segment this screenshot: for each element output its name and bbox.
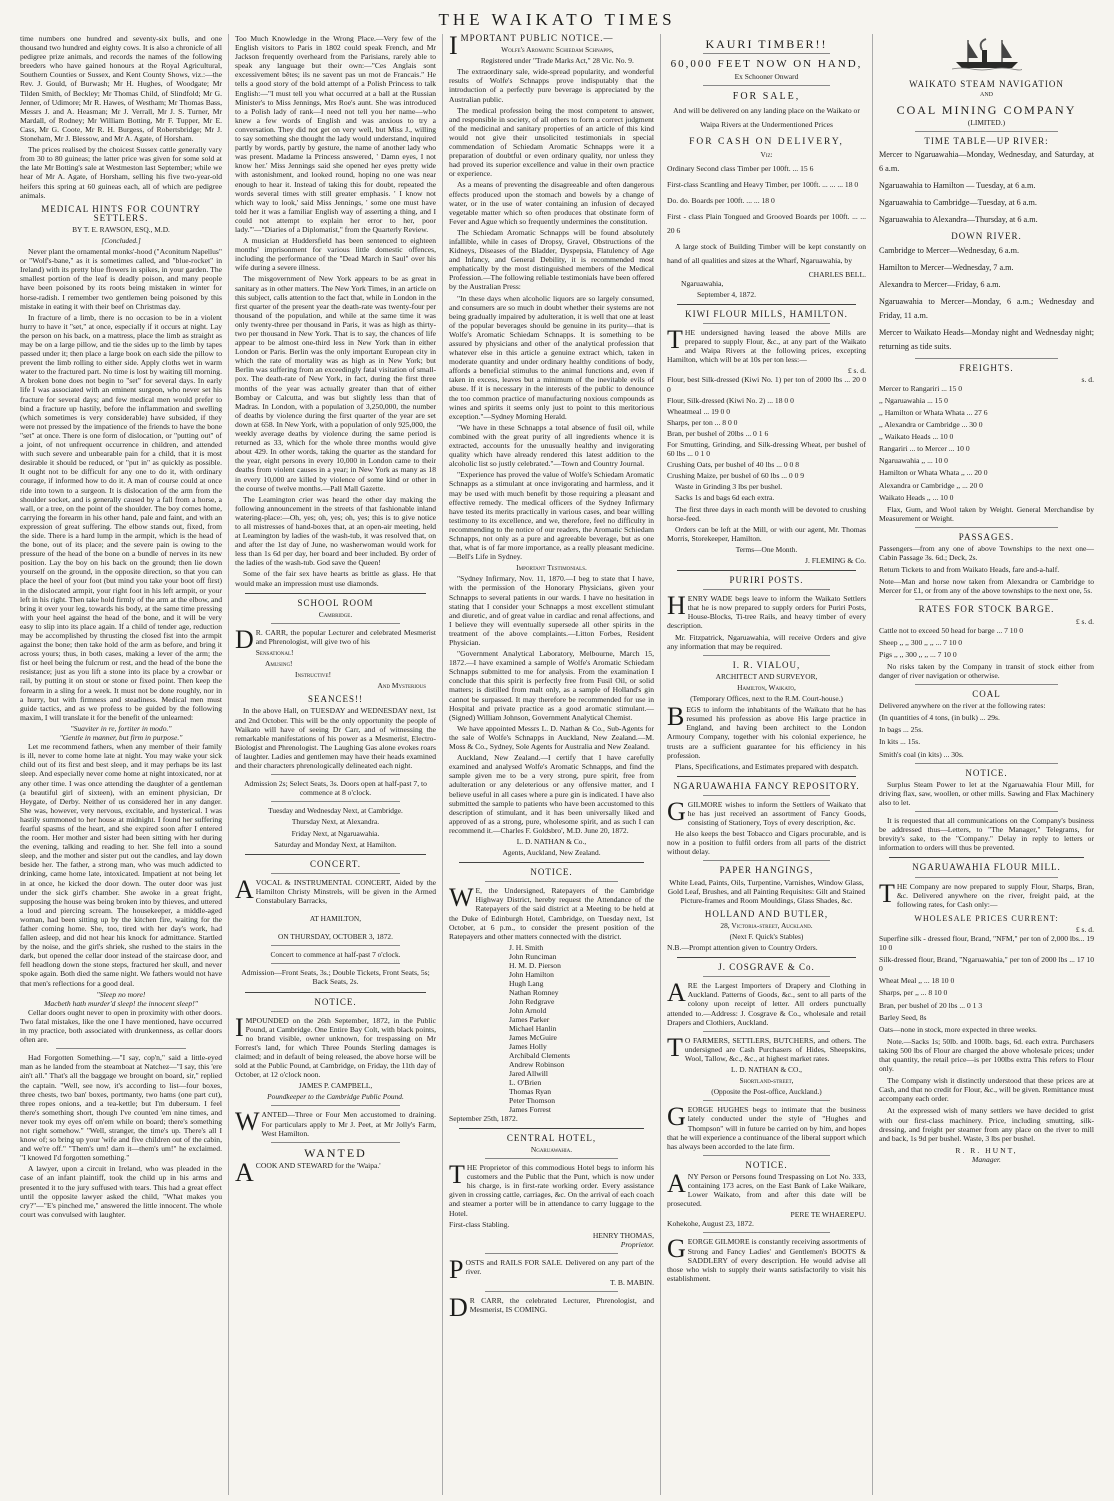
coal-heading: COAL bbox=[972, 689, 1001, 700]
divider bbox=[459, 1128, 644, 1129]
divider bbox=[485, 1291, 618, 1292]
timber-price: Do. do. Boards per 100ft. ... ... 18 0 bbox=[667, 195, 775, 205]
passages-heading: PASSAGES. bbox=[958, 531, 1015, 542]
stock-rate: Pigs ,, ,, 300 ,, ,, ... 7 10 0 bbox=[879, 649, 957, 659]
vialou-name: I. R. VIALOU, bbox=[732, 659, 801, 670]
concert-time: Concert to commence at half-past 7 o'clock. bbox=[270, 950, 401, 960]
steamship-icon bbox=[952, 36, 1022, 72]
mill-price: Barley Seed, 8s bbox=[879, 1012, 927, 1022]
up-river-line: Ngaruawahia to Alexandra—Thursday, at 6 a.m. bbox=[879, 215, 1038, 225]
divider bbox=[245, 593, 426, 594]
down-river-line: Ngaruawahia to Mercer—Monday, 6 a.m.; Wednesday and Friday, 11 a.m. bbox=[879, 296, 1094, 320]
divider bbox=[703, 795, 830, 796]
campbell-signature: JAMES P. CAMPBELL, bbox=[298, 1081, 373, 1091]
schnapps-paragraph: Auckland, New Zealand.—I certify that I have carefully examined and analysed Wolfe's Aromatic Schnapps, and find the sample given me to be a very strong, pure spirit, free from adulteration or any deleterious or any offensive matter, and I believe useful in all cases where a pure gin is indicated. I have also submitted the sample to patients who have been accustomed to this description of stimulant, and it has been universally liked and approved of as a strong, pure, wholesome spirit, and as such I can recommend it.—Charles F. Goldsbro', M.D. June 20, 1872. bbox=[449, 753, 654, 835]
freight-rate: Mercer to Rangariri ... 15 0 bbox=[879, 383, 963, 393]
divider bbox=[915, 877, 1058, 878]
ratepayer-name: James Forrest bbox=[509, 1104, 551, 1114]
ratepayer-name: John Runciman bbox=[509, 951, 557, 961]
freight-rate: Alexandra or Cambridge ,, ... 20 0 bbox=[879, 480, 983, 490]
concert-admission: Admission—Front Seats, 3s.; Double Tickets, Front Seats, 5s; Back Seats, 2s. bbox=[241, 968, 430, 987]
ratepayer-name: Jared Allwill bbox=[509, 1068, 549, 1078]
drop-cap: T bbox=[667, 1032, 683, 1062]
cosgrave-heading: J. COSGRAVE & Co. bbox=[718, 962, 815, 973]
mabin-signature: T. B. MABIN. bbox=[610, 1278, 654, 1288]
vialou-plans: Plans, Specifications, and Estimates prepared with despatch. bbox=[675, 761, 859, 771]
company-name-1: WAIKATO STEAM NAVIGATION bbox=[909, 79, 1064, 89]
nathan-street: Shortland-street, bbox=[739, 1076, 794, 1086]
puriri-fitzpatrick: Mr. Fitzpatrick, Ngaruawahia, will receive Orders and give any information that may be required. bbox=[667, 632, 866, 651]
schnapps-paragraph: "We have in these Schnapps a total absence of fusil oil, while combined with the great purity of all ingredients whence it is extracted, accounts for the unusually healthy and invigorating quality which have already rendered this latest addition to the alcoholic list so justly celebrated."—Town and Country Journal. bbox=[449, 422, 654, 469]
bell-place: Ngaruawahia, bbox=[681, 278, 724, 288]
concert-date: ON THURSDAY, OCTOBER 3, 1872. bbox=[278, 932, 393, 942]
kauri-deliver: And will be delivered on any landing place on the Waikato or Waipa Rivers at the Undermentioned Prices bbox=[673, 106, 860, 130]
schedule-line: Tuesday and Wednesday Next, at Cambridge. bbox=[268, 806, 403, 816]
schedule-line: Thursday Next, at Alexandra. bbox=[291, 817, 380, 827]
fair-sex-item: Some of the fair sex have hearts as brittle as glass. He that would make an impression must use diamonds. bbox=[235, 569, 436, 588]
mill-price: Oats—none in stock, more expected in three weeks. bbox=[879, 1024, 1037, 1034]
up-river-line: Mercer to Ngaruawahia—Monday, Wednesday, and Saturday, at 6 a.m. bbox=[879, 150, 1094, 174]
divider bbox=[271, 801, 400, 802]
gilmore-body: EORGE GILMORE is constantly receiving assortments of Strong and Fancy Ladies' and Gentlemen's BOOTS & SADDLERY of every description. He would advise all those who wish to supply their wants satisfactorily to visit his establishment. bbox=[667, 1237, 866, 1283]
freight-rate: ,, Ngaruawahia ... 15 0 bbox=[879, 395, 948, 405]
kiwi-unit: £ s. d. bbox=[847, 366, 866, 376]
divider bbox=[703, 655, 830, 656]
stabling: First-class Stabling. bbox=[449, 1219, 510, 1229]
mill-unit: £ s. d. bbox=[1075, 924, 1094, 934]
divider bbox=[271, 1142, 400, 1143]
column-3 bbox=[442, 34, 660, 1495]
drop-cap: G bbox=[667, 1102, 686, 1132]
surplus-steam: Surplus Steam Power to let at the Ngaruawahia Flour Mill, for driving flax, saw, woollen, or other mills. Sawing and Flax Machinery also to let. bbox=[879, 779, 1094, 807]
ratepayer-name: John Redgrave bbox=[509, 996, 555, 1006]
stock-rate: Sheep ,, ,, 300 ,, ,, ... 7 10 0 bbox=[879, 637, 963, 647]
drop-cap: I bbox=[449, 34, 459, 60]
divider bbox=[271, 1011, 400, 1012]
holland-nb: N.B.—Prompt attention given to Country Orders. bbox=[667, 943, 818, 953]
schnapps-trademark: Registered under "Trade Marks Act," 28 Vic. No. 9. bbox=[480, 56, 634, 66]
drop-cap: A bbox=[235, 1157, 254, 1187]
bell-signature: CHARLES BELL. bbox=[808, 269, 866, 279]
concert-heading: CONCERT. bbox=[309, 858, 362, 869]
drop-cap: T bbox=[879, 878, 895, 908]
mill-price: Superfine silk - dressed flour, Brand, "NFM," per ton of 2,000 lbs... 19 10 0 bbox=[879, 933, 1094, 953]
mill-price: Bran, per bushel of 20 lbs ... 0 1 3 bbox=[879, 1000, 983, 1010]
concluded-note: [Concluded.] bbox=[101, 235, 141, 245]
kauri-cash: FOR CASH ON DELIVERY, bbox=[689, 137, 844, 148]
fancy-body: GILMORE wishes to inform the Settlers of Waikato that he has just received an assortment of Fancy Goods, consisting of Stationery, Toys of every description, &c. bbox=[687, 799, 866, 828]
medical-paragraph: Cellar doors ought never to open in proximity with other doors. Two fatal mistakes, like the one I have mentioned, have occurred in my practice, both associated with drunkenness, as cellar doors often are. bbox=[20, 1007, 222, 1045]
divider bbox=[245, 854, 426, 855]
vialou-offices: (Temporary Offices, next to the R.M. Court-house.) bbox=[690, 694, 843, 704]
company-and: AND bbox=[980, 92, 993, 99]
farmers-body: O FARMERS, SETTLERS, BUTCHERS, and others. The undersigned are Cash Purchasers of Hides, Sheepskins, Wool, Tallow, &c., &c., at highest market rates. bbox=[684, 1035, 866, 1063]
kiwi-price: Flour, best Silk-dressed (Kiwi No. 1) per ton of 2000 lbs ... 20 0 0 bbox=[667, 375, 866, 394]
ratepayer-name: John Hamilton bbox=[509, 969, 554, 979]
freights-heading: FREIGHTS. bbox=[959, 362, 1014, 373]
divider bbox=[703, 589, 830, 590]
vialou-place: Hamilton, Waikato, bbox=[737, 682, 796, 692]
kiwi-heading: KIWI FLOUR MILLS, HAMILTON. bbox=[685, 308, 848, 319]
thomas-signature: HENRY THOMAS, bbox=[592, 1230, 654, 1240]
kiwi-body: HE undersigned having leased the above Mills are prepared to supply Flour, &c., at any part of the Waikato and Waipa Rivers at the following prices, excepting Hamilton, which will be at 10s per ton less:— bbox=[667, 327, 866, 365]
drop-cap: G bbox=[667, 796, 686, 826]
divider bbox=[271, 945, 400, 946]
wanted-heading: WANTED bbox=[304, 1145, 367, 1160]
kauri-heading: KAURI TIMBER!! bbox=[705, 37, 828, 51]
coal-rate: (In quantities of 4 tons, (in bulk) ... 29s. bbox=[879, 713, 1000, 723]
divider bbox=[271, 623, 400, 624]
trespass-notice: NY Person or Persons found Trespassing on Lot No. 333, containing 173 acres, on the East Bank of Lake Waikare, Lower Waikato, from and after this date will be prosecuted. bbox=[667, 1171, 866, 1209]
maxim-latin: "Suaviter in re, fortiter in modo." bbox=[70, 723, 172, 733]
freight-rate: Rangariri ... to Mercer ... 10 0 bbox=[879, 444, 970, 454]
divider bbox=[703, 860, 830, 861]
divider bbox=[271, 873, 400, 874]
knowledge-article: Too Much Knowledge in the Wrong Place.—Very few of the English visitors to Paris in 1802 could speak French, and Mr Jackson frequently overheard from the Parisians, rarely able to speak any language but their own:—"Ces Anglais sont excessivement bêtes; ils ne savent pas un mot de Francais." He tells a good story of the bold attempt of a Polish Princess to talk English:—"I must tell you what occurred at a ball at the Russian Minister's to Miss Jennings, Mrs Roe's aunt. She was introduced to a Polish lady of rank—I need not tell you her name—who knew a few words of English and was anxious to try a conversation. They did not get on very well, but Miss J., willing to say something she thought the lady would understand, inquired partly by words, partly by gesture, the name of another lady who was present. Madame la Princess answered, ' Damn eyes, I not know her.' Miss Jennings said she opened her eyes pretty wide with astonishment, and looked round, hoping no one was near enough to hear it. Instead of taking this for doubt, repeated the words several times with still greater emphasis. ' I know not which way to look,' said Miss Jennings, ' some one must have told her it was a familiar English way of asserting a thing, and I could not attempt to explain her error to her, poor lady.'"—"Diaries of a Diplomatist," from the Quarterly Review. bbox=[235, 34, 436, 234]
down-river-line: Mercer to Waikato Heads—Monday night and Wednesday night; returning as tide suits. bbox=[879, 327, 1094, 351]
nathan-signature: L. D. NATHAN & CO., bbox=[730, 1065, 803, 1075]
divider bbox=[703, 1100, 830, 1101]
leamington-item: The Leamington crier was heard the other day making the following announcement in the streets of that fashionable inland watering-place:—Oh, yes; oh, yes; oh, yes; this is to give notice to all mistresses of hand-boxes that, at an open-air meeting, held at Leamington by ladies of the wash-tub, it was resolved that, on and after the 1st day of June, no washerwoman would work for less than 1s 6d per day, her board and beer included. By order of the ladies of the wash-tub. God save the Queen! bbox=[235, 494, 436, 568]
vialou-title: ARCHITECT AND SURVEYOR, bbox=[715, 671, 818, 681]
holland-name: HOLLAND AND BUTLER, bbox=[704, 908, 829, 919]
central-hotel-heading: CENTRAL HOTEL, bbox=[506, 1132, 597, 1143]
puriri-heading: PURIRI POSTS. bbox=[729, 575, 804, 586]
kiwi-price: Flour, Silk-dressed (Kiwi No. 2) ... 18 0 0 bbox=[667, 395, 794, 405]
cook-wanted: COOK AND STEWARD for the 'Waipa.' bbox=[255, 1160, 381, 1170]
drop-cap: A bbox=[235, 874, 254, 904]
carr-advert: R. CARR, the popular Lecturer and celebrated Mesmerist and Phrenologist, will give two of his bbox=[255, 627, 436, 646]
cosgrave-body: RE the Largest Importers of Drapery and Clothing in Auckland. Patterns of Goods, &c., sent to all parts of the colony upon receipt of letter. All orders punctually attended to.—Address: J. Cosgrave & Co., wholesale and retail Drapers and Clothiers, Auckland. bbox=[667, 981, 866, 1027]
freight-flax: Flax, Gum, and Wool taken by Weight. General Merchandise by Measurement or Weight. bbox=[879, 504, 1094, 523]
schnapps-paragraph: As a means of preventing the disagreeable and often dangerous effects produced upon the stomach and bowels by a change of water, or in the use of water containing an infusion of decayed vegetable matter which so often produces that obstinate form of Fever and Ague which so frequently undermines the constitution. bbox=[449, 180, 654, 226]
divider bbox=[915, 811, 1058, 812]
down-river-line: Alexandra to Mercer—Friday, 6 a.m. bbox=[879, 279, 1001, 289]
company-limited: (LIMITED.) bbox=[967, 118, 1006, 128]
nathan-opposite: (Opposite the Post-office, Auckland.) bbox=[711, 1087, 822, 1097]
nathan-agents: Agents, Auckland, New Zealand. bbox=[502, 848, 601, 858]
ratepayer-name: Hugh Lang bbox=[509, 978, 544, 988]
schnapps-paragraph: "In these days when alcoholic liquors are so largely consumed, and consumers are so much in doubt whether their systems are not being gradually impaired by adulteration, it is well that one at least of the popular beverages should be genuine in its purity—that is Wolfe's Aromatic Schiedam Schnapps. It is something to be assured by physicians and other of the analytical profession that whatever else in this article a genuine extract which, taken in moderate quantity and under ordinary healthy conditions of body, affords a beneficial stimulus to the animal functions and, even if taken in excess, leaves but a minimum of the inevitable evils of abuse. If it is necessary in the interests of the public to denounce the too common practice of manufacturing noxious compounds as wines and spirits it seems only just to point to this meritorious exception."—Sydney Morning Herald. bbox=[449, 293, 654, 421]
drop-cap: A bbox=[667, 978, 686, 1008]
ratepayer-name: Archibald Clements bbox=[509, 1050, 570, 1060]
kiwi-price: For Smutting, Grinding, and Silk-dressing Wheat, per bushel of 60 lbs ... 0 1 0 bbox=[667, 439, 866, 459]
central-hotel-body: HE Proprietor of this commodious Hotel begs to inform his customers and the Public that the Punt, which is now under his charge, is in first-rate working order. Every assistance given in crossing cattle, carriages, &c. On the arrival of each coach and steamer a porter will be in attendance to carry luggage to the Hotel. bbox=[449, 1163, 654, 1218]
schnapps-paragraph: The Schiedam Aromatic Schnapps will be found absolutely infallible, while in cases of Dropsy, Gravel, Obstructions of the Kidneys, Diseases of the Bladder, Dyspepsia, Flatulency of Age and Infancy, and General Debility, it is recommended most emphatically by the most distinguished members of the Medical Profession.—The following reliable testimonials have been offered by the Australian Press: bbox=[449, 227, 654, 292]
divider bbox=[915, 358, 1058, 359]
holland-next: (Next F. Quick's Stables) bbox=[729, 932, 804, 941]
drop-cap: A bbox=[667, 1168, 686, 1198]
fancy-heading: NGARUAWAHIA FANCY REPOSITORY. bbox=[673, 780, 860, 791]
paper-body: White Lead, Paints, Oils, Turpentine, Varnishes, Window Glass, Gold Leaf, Brushes, and all Painting Requisites: Gilt and Stained Picture-frames and Room Mouldings, Glass Shades, &c. bbox=[667, 877, 866, 905]
mysterious: And Mysterious bbox=[377, 681, 426, 691]
column-4 bbox=[660, 34, 872, 1495]
masthead: THE WAIKATO TIMES bbox=[438, 10, 676, 29]
ratepayer-name: Thomas Ryan bbox=[509, 1086, 552, 1096]
wholesale-heading: WHOLESALE PRICES CURRENT: bbox=[914, 913, 1059, 923]
amusing: Amusing! bbox=[265, 659, 293, 669]
flour-mill-heading: NGARUAWAHIA FLOUR MILL. bbox=[912, 862, 1061, 873]
freight-rate: ,, Alexandra or Cambridge ... 30 0 bbox=[879, 420, 983, 430]
divider bbox=[677, 957, 856, 958]
flour-mill-body: HE Company are now prepared to supply Flour, Sharps, Bran, &c. Delivered anywhere on the river, freight paid, at the following rates, for Cash only:— bbox=[896, 881, 1094, 909]
notice-date: September 25th, 1872. bbox=[449, 1113, 518, 1123]
proprietor: Proprietor. bbox=[620, 1239, 654, 1249]
divider bbox=[271, 1105, 400, 1106]
divider bbox=[915, 599, 1058, 600]
divider bbox=[677, 570, 856, 571]
passage-line: Return Tickets to and from Waikato Heads, fare and-a-half. bbox=[879, 565, 1060, 575]
drop-cap: W bbox=[449, 883, 474, 913]
school-room-heading: SCHOOL ROOM bbox=[297, 597, 374, 608]
divider bbox=[459, 862, 644, 863]
cash-only-note: The Company wish it distinctly understood that these prices are at Cash, and that no credit for Flour, &c., will be given. Remittance must accompany each order. bbox=[879, 1076, 1094, 1104]
down-river-line: Cambridge to Mercer—Wednesday, 6 a.m. bbox=[879, 245, 1019, 255]
medical-paragraph: Never plant the ornamental monks'-hood ("Aconitum Napellus" or "Wolf's-bane," as it is sometimes called, and "blue-rocket" in Ireland) with its pretty blue flowers in spikes, in your garden. The smallest portion of the leaf is deadly poison, and many people have been poisoned by its roots being mistaken in winter for horse-radish. I remember two gentlemen being poisoned by this mistake in eating it with their beef on Christmas day. bbox=[20, 247, 222, 311]
testimonials-heading: Important Testimonials. bbox=[516, 563, 587, 573]
divider bbox=[271, 963, 400, 964]
kohekohe-date: Kohekohe, August 23, 1872. bbox=[667, 1219, 754, 1229]
hunt-signature: R. R. HUNT, bbox=[955, 1145, 1018, 1155]
seances-heading: SEANCES!! bbox=[307, 694, 363, 705]
hunt-title: Manager. bbox=[972, 1154, 1001, 1164]
seances-body: In the above Hall, on TUESDAY and WEDNESDAY next, 1st and 2nd October. This will be the only opportunity the people of Waikato will have of seeing Dr Carr, and of witnessing the remarkable manifestations of his power as a Mesmerist, Electro-Biologist and Phrenologist. The Laughing Gas alone evokes roars of laughter. Ladies and gentlemen may have their heads examined and their characters phrenologically delineated each night. bbox=[235, 706, 436, 771]
ratepayer-name: Andrew Robinson bbox=[509, 1059, 565, 1069]
divider bbox=[915, 763, 1058, 764]
carr-coming: R CARR, the celebrated Lecturer, Phrenologist, and Mesmerist, IS COMING. bbox=[469, 1296, 654, 1315]
divider bbox=[703, 1232, 830, 1233]
ratepayer-name: Peter Thomson bbox=[509, 1095, 556, 1105]
coal-rate: Smith's coal (in kits) ... 30s. bbox=[879, 749, 964, 759]
drop-cap: D bbox=[235, 624, 254, 654]
drop-cap: T bbox=[667, 324, 683, 354]
instructive: Instructive! bbox=[295, 670, 332, 680]
ratepayer-name: John Arnold bbox=[509, 1005, 547, 1015]
drop-cap: W bbox=[235, 1107, 260, 1137]
down-river-line: Hamilton to Mercer—Wednesday, 7 a.m. bbox=[879, 262, 1014, 272]
divider bbox=[271, 774, 400, 775]
notice-heading: NOTICE. bbox=[314, 996, 357, 1007]
stock-norisks: No risks taken by the Company in transit of stock either from danger of river navigation or otherwise. bbox=[879, 661, 1094, 680]
holland-addr: 28, Victoria-street, Auckland. bbox=[720, 920, 813, 930]
paper-heading: PAPER HANGINGS, bbox=[719, 865, 814, 876]
schedule-line: Friday Next, at Ngaruawahia. bbox=[291, 828, 380, 838]
freight-rate: Waikato Heads ,, ... 10 0 bbox=[879, 492, 954, 502]
fancy-body-2: He also keeps the best Tobacco and Cigars procurable, and is now in a position to fulfil orders from all parts of the district without delay. bbox=[667, 829, 866, 857]
divider bbox=[703, 85, 830, 86]
divider bbox=[677, 776, 856, 777]
bell-date: September 4, 1872. bbox=[697, 289, 757, 299]
divider bbox=[245, 992, 426, 993]
nathan-signature: L. D. NATHAN & Co., bbox=[516, 836, 587, 846]
schnapps-paragraph: We have appointed Messrs L. D. Nathan & Co., Sub-Agents for the sale of Wolfe's Schnapps in Auckland, New Zealand.—M. Moss & Co., Sydney, Sole Agents for Australia and New Zealand. bbox=[449, 723, 654, 752]
coal-rate: In bags ... 25s. bbox=[879, 725, 924, 735]
cattle-prices: The prices realised by the choicest Sussex cattle generally vary from 30 to 80 guineas; the latter price was given for some sold at the late Mr Botting's sale at Westmeston last September; while we hear of Mr A. Agate, of Horsham, selling his five two-year-old heifers this spring at 60 guineas each, all of which are pedigree animals. bbox=[20, 145, 222, 200]
stock-unit: £ s. d. bbox=[1075, 616, 1094, 626]
macbeth-quote: Macbeth hath murder'd sleep! the innocent sleep!" bbox=[44, 998, 198, 1008]
notice-heading: NOTICE. bbox=[965, 767, 1008, 778]
schnapps-paragraph: "Sydney Infirmary, Nov. 11, 1870.—I beg to state that I have, with the permission of the Honorary Physicians, given your Schnapps to several patients in our wards. I have no hesitation in stating that I consider your Schnapps a most excellent stimulant and diuretic, and of great value in cardiac and renal affections, and I believe they will eventually supersede all other spirits in the treatment of the above complaints.—Litton Forbes, Resident Physician. bbox=[449, 574, 654, 647]
passage-line: Note—Man and horse now taken from Alexandra or Cambridge to Mercer for £1, or from any of the above townships to the next one, 5s. bbox=[879, 577, 1094, 596]
up-river-heading: TIME TABLE—UP RIVER: bbox=[924, 136, 1049, 147]
mill-price: Silk-dressed flour, Brand, "Ngaruawahia," per ton of 2000 lbs ... 17 10 0 bbox=[879, 955, 1094, 974]
freight-unit: s. d. bbox=[1081, 374, 1094, 384]
lawyer-anecdote: A lawyer, upon a circuit in Ireland, who was pleaded in the case of an infant plaintiff, took the child up in his arms and presented it to the jury suffused with tears. This had a great effect until the opposite lawyer asked the child, "What makes you cry?"—"E's pinched me," answered the little innocent. The whole court was convulsed with laughter. bbox=[20, 1164, 222, 1219]
schnapps-paragraph: "Government Analytical Laboratory, Melbourne, March 15, 1872.—I have examined a sample of Wolfe's Aromatic Schiedam Schnapps submitted to me for analysis. From the examination I conclude that this spirit is perfectly free from Fusil Oil, or solid matters; is distilled from malt only, as a sample of Holland's gin cannot be surpassed. It may therefore be recommended for use in Hospital and private practice as a good aromatic stimulant.—(Signed) William Johnson, Government Analytical Chemist. bbox=[449, 649, 654, 722]
medical-hints-byline: BY T. E. RAWSON, ESQ., M.D. bbox=[72, 224, 170, 234]
ratepayer-name: Michael Hanlin bbox=[509, 1023, 557, 1033]
drop-cap: I bbox=[235, 1012, 244, 1042]
schedule-line: Saturday and Monday Next, at Hamilton. bbox=[274, 839, 397, 849]
kauri-forsale: FOR SALE, bbox=[732, 91, 801, 103]
ratepayer-name: James Holly bbox=[509, 1041, 547, 1051]
ratepayer-name: L. O'Brien bbox=[509, 1077, 542, 1087]
kiwi-price: Sharps, per ton ... 8 0 0 bbox=[667, 417, 738, 427]
divider bbox=[703, 1031, 830, 1032]
timber-price: First-class Scantling and Heavy Timber, per 100ft. ... ... ... 18 0 bbox=[667, 179, 859, 189]
impounded-notice: MPOUNDED on the 26th September, 1872, in the Public Pound, at Cambridge. One Entire Bay Colt, with black points, no brand visible, owner unknown, for trespassing on Mr Forrest's land, for which Three Pounds Sterling damages is claimed; and in default of being released, the above horse will be sold at the Public Pound, at Cambridge, on Friday, the 11th day of October, at 12 o'clock noon. bbox=[235, 1015, 436, 1080]
kiwi-note: Waste in Grinding 3 lbs per bushel. bbox=[675, 482, 783, 492]
school-room-place: Cambridge. bbox=[318, 609, 353, 619]
medical-paragraph: Let me recommend fathers, when any member of their family is ill, never to come home late at night. You may wake your sick child out of its first and best sleep, and it may perhaps be its last sleep. And especially never come home at night intoxicated, nor at any other time. I was once attending the daughter of a gentleman (a beautiful girl of sixteen), with an eminent physician, Dr Heygate, of Derby. Neither of us considered her in any danger. She was, however, very nervous, excitable, and hysterical. I was hastily summoned to her house at midnight. I found her suffering fearful spasms of the heart, and she expired soon after I entered the room. Her mother and sister had been sitting with her during the evening, talking and reading to her. She fell into a sound sleep, and the mother and sister put out the candles, and lay down beside her. The father, a strong man, who was much addicted to drinking, came home late, intoxicated. Impatient at not being let in at once, he kicked the door down. The outer door was just under the sick girl's chamber. She awoke in a great fright, supposing the house was being broken into by thieves, and uttered a loud and piercing scream. The housekeeper, a middle-aged woman, had been sitting up by the kitchen fire, waiting for the father coming home. She, too, tired with her day's work, had fallen asleep, and did not hear his knock for admittance. Startled by the noise, and the girl's shriek, she rushed to the stairs in the dark, but opened the cellar door instead of the staircase door, and fell headlong down the stone steps, fractured her skull, and never spoke again. Both died the same night. We fathers would not have that men's reflections for a good deal. bbox=[20, 742, 223, 988]
stock-rate: Cattle not to exceed 50 head for barge ... 7 10 0 bbox=[879, 625, 1024, 635]
schnapps-heading: MPORTANT PUBLIC NOTICE.— bbox=[460, 34, 614, 43]
drop-cap: H bbox=[667, 591, 686, 621]
schnapps-paragraph: The medical profession being the most competent to answer, and responsible in society, of all others to form a correct judgment of the medicinal and sanitary properties of an article of this kind would not give their unsolicited testimonials in special commendation of Schiedam Aromatic Schnapps were it a preparation of doubtful or even ordinary quality, nor unless they had proved its superior excellence and value in their own practice or experience. bbox=[449, 105, 654, 179]
kiwi-terms: Terms—One Month. bbox=[735, 544, 798, 554]
gristing-note: At the expressed wish of many settlers we have decided to grist with our first-class machinery. Price, including smutting, silk-dressing, and freight per steamer from any place on the river to mill and back, 1s 9d per bushel. Waste, 3 lbs per bushel. bbox=[879, 1106, 1094, 1143]
divider bbox=[703, 53, 830, 54]
concert-place: AT HAMILTON, bbox=[309, 914, 362, 924]
divider bbox=[56, 1048, 186, 1049]
drop-cap: D bbox=[449, 1293, 468, 1323]
divider bbox=[677, 304, 856, 305]
timber-price: First - class Plain Tongued and Grooved Boards per 100ft. ... ... 20 6 bbox=[667, 211, 866, 235]
freight-rate: Ngaruawahia ,, ... 10 0 bbox=[879, 456, 948, 466]
divider bbox=[889, 857, 1084, 858]
sacks-note: Note.—Sacks 1s; 50lb. and 100lb. bags, 6d. each extra. Purchasers taking 500 lbs of Flour are charged the above wholesale prices; under that quantity, the retail price—is per 100lbs extra This refers to Flour only. bbox=[879, 1036, 1094, 1074]
divider bbox=[485, 881, 618, 882]
kauri-viz: Viz: bbox=[760, 150, 773, 160]
ratepayer-name: James McGuire bbox=[509, 1032, 557, 1042]
column-1 bbox=[14, 34, 228, 1495]
cattle-intro: time numbers one hundred and seventy-six bulls, and one thousand two hundred and eighty cows. It is also a chronicle of all pedigree prize animals, and records the names of the following breeders who have gained honours at the Royal Agricultural, Southern Counties or Sussex, and Kent County Shows, viz.:—the Rev. J. Gould, of Burwash; Mr H. Hughes, of Woodgate; Mr Tilden Smith, of Beckley; Mr Thomas Child, of Slindfold; Mr G. Jenner, of Udimore; Mr R. Hawes, of Westham; Mr Thomas Bass, Messrs J. and A. Heasman; Mr J. Verrall, Mr J. S. Turner, Mr Mardall, of Rodney; Mr William Botting, Mr F. Tupper, Mr E. Cass, Mr G. Coote, Mr R. H. Burgess, of Robertsbridge; Mr J. Stoneham, Mr J. Blessow, and Mr A. Agate, of Horsham. bbox=[20, 34, 222, 144]
drop-cap: T bbox=[449, 1160, 465, 1190]
column-5 bbox=[872, 34, 1100, 1495]
ratepayers-notice: E, the Undersigned, Ratepayers of the Cambridge Highway District, hereby request the Attendance of the Ratepayers of the said district at a Meeting to be held at the Duke of Edinburgh Hotel, Cambridge, on Tuesday next, 1st October, at 6 p.m., to consider the present position of the Ratepayers and other matters connected with the district. bbox=[449, 886, 654, 941]
schnapps-paragraph: The extraordinary sale, wide-spread popularity, and wonderful results of Wolfe's Schnapps prove indisputably that the introduction of a perfectly pure beverage is appreciated by the Australian public. bbox=[449, 67, 654, 104]
timber-price: Ordinary Second class Timber per 100ft. ... 15 6 bbox=[667, 163, 814, 173]
concert-body: VOCAL & INSTRUMENTAL CONCERT, Aided by the Hamilton Christy Minstrels, will be given in the Armed Constabulary Barracks, bbox=[255, 877, 436, 905]
puriri-body: ENRY WADE begs leave to inform the Waikato Settlers that he is now prepared to supply orders for Puriri Posts, House-Blocks, Ti-tree Rails, and heavy timber of every description. bbox=[667, 594, 866, 631]
seances-admission: Admission 2s; Select Seats, 3s. Doors open at half-past 7, to commence at 8 o'clock. bbox=[244, 779, 427, 798]
divider bbox=[915, 527, 1058, 528]
kauri-schooner: Ex Schooner Onward bbox=[734, 72, 799, 82]
kiwi-note: Sacks 1s and bags 6d each extra. bbox=[675, 493, 775, 503]
ratepayer-name: Nathan Romney bbox=[509, 987, 559, 997]
stock-barge-heading: RATES FOR STOCK BARGE. bbox=[918, 604, 1055, 615]
communications-note: It is requested that all communications on the Company's business be addressed thus—Letters, to "The Manager," Telegrams, for brevity's sake, to the "Company." Delay in reply to letters or information to orders will thus be prevented. bbox=[879, 816, 1094, 853]
kiwi-price: Wheatmeal ... 19 0 0 bbox=[667, 406, 731, 416]
passage-line: Passengers—from any one of above Townships to the next one—Cabin Passage 3s. 6d.; Deck, 2s. bbox=[879, 543, 1094, 563]
divider bbox=[703, 976, 830, 977]
divider bbox=[485, 1158, 618, 1159]
kauri-feet: 60,000 FEET NOW ON HAND, bbox=[670, 58, 863, 71]
divider bbox=[485, 1253, 618, 1254]
coal-intro: Delivered anywhere on the river at the following rates: bbox=[879, 701, 1046, 711]
kiwi-note: Orders can be left at the Mill, or with our agent, Mr. Thomas Morris, Storekeeper, Hamilton. bbox=[667, 524, 866, 543]
mill-price: Sharps, per ,, ... 8 10 0 bbox=[879, 988, 948, 998]
sensational: Sensational! bbox=[255, 648, 294, 657]
columns bbox=[14, 34, 1100, 1495]
kiwi-note: The first three days in each month will be devoted to crushing horse-feed. bbox=[667, 504, 866, 523]
company-name-2: COAL MINING COMPANY bbox=[896, 103, 1077, 118]
divider bbox=[915, 131, 1058, 132]
vialou-body: EGS to inform the inhabitants of the Waikato that he has resumed his profession as above His large practice in England, and having been architect to the London Armoury Company, together with his colonial experience, he trusts are a sufficient guarantee for his efficiency in his profession. bbox=[667, 705, 866, 760]
schnapps-paragraph: "Experience has proved the value of Wolfe's Schiedam Aromatic Schnapps as a stimulant at once invigorating and harmless, and it may be used with much benefit by those requiring a pleasant and effective remedy. The medical officers of the Sydney Infirmary have tested its merits practically in various cases, and bear willing testimony to its excellence, and we, therefore, feel no difficulty in recommending to the notice of our readers, the Aromatic Schiedam Schnapps, not only as a pure and agreeable beverage, but as one that, what is of far more importance, as a really pleasant medicine.—Bell's Life in Sydney. bbox=[449, 470, 654, 562]
ratepayers-names bbox=[449, 943, 654, 1114]
whaerepu-signature: PERE TE WHAEREPU. bbox=[790, 1210, 866, 1220]
wanted-men: ANTED—Three or Four Men accustomed to draining. For particulars apply to Mr J. Peet, at Mr Jolly's Farm, West Hamilton. bbox=[261, 1110, 436, 1138]
column-2 bbox=[228, 34, 442, 1495]
notice-heading: NOTICE. bbox=[530, 867, 573, 878]
freight-rate: ,, Waikato Heads ... 10 0 bbox=[879, 432, 954, 442]
divider bbox=[703, 1155, 830, 1156]
ratepayer-name: James Parker bbox=[509, 1014, 550, 1024]
medical-paragraph: In fracture of a limb, there is no occasion to be in a violent hurry to have it "set," at once, especially if it occurs at night. Lay the person on his back, on a mattress, place the limb as straight as may be on a large pillow, and tie the sides up to the limb by tapes passed under it; then place a large book on each side the pillow to prevent the limb rolling to either side. Apply cloths wet in warm water to the fractured part. No time is lost by waiting till morning. A broken bone does not begin to "set" for several days. In early life I was associated with an eminent surgeon, who never set his fracture for several days; and few medical men would prefer to bind a fracture up hastily, before the inflammation and swelling (which sometimes is very considerable) have subsided, if they were not pressed by the impatience of the friends to have the bone "set" at once. There is one form of dislocation, or "putting out" of a joint, of not unfrequent occurrence in children, and attended with such severe and unbearable pain for a child, that it is most desirable it should be reduced, or "put in" as quickly as possible. It ought not to be difficult for any one to do it, with ordinary courage, if informed how to do it. A man of course could at once ride into town to a surgeon. It is dislocation of the arm from the shoulder socket, and is generally caused by a fall from a horse, a wall, or a tree, on the point of the shoulder. The boy comes home, carrying the forearm in his other hand, pale and faint, and with an expression of great suffering. The elbow stands out, fixed, from the side. There is a hard lump in the armpit, which is the head of the bone, out of its place; and the severe pain is owing to the pressure of the head of the bone on a bundle of nerves in its new position. Lay the boy on his back on the ground; then lie down yourself on the ground, in the opposite direction, so that you can place the heel of your foot (but mind you take your boot off first) in the dislocated armpit, your right foot in his left armpit, or your left in his right. Then take hold firmly of the arm at the elbow, and bring it over your leg, towards his body, at the same time pressing with your heel against the head of the bone, and it will be very easy to slip into its place again. If a child of tender age, reduction may be accomplished by thrusting the closed fist into the armpit against the bone; then take hold of the arm as before, and bring it across yours; thus, in both cases, making a lever of the arm; the fist or heel being the fulcrum or rest, and the head of the bone the resistance; just as you lift a stone into its place by a crowbar or rail, by putting it on stout or stone or fixed point. Then keep the forearm in a sling for a week. It must not be done roughly, nor in a hurry, but with firmness and steadiness. Medical men must guide tactics, and as we profess to be guided by the following maxim, I will translate it for the benefit of the unlearned: bbox=[20, 312, 222, 722]
divider bbox=[915, 684, 1058, 685]
fleming-signature: J. FLEMING & Co. bbox=[805, 556, 866, 565]
forgotten-anecdote: Had Forgotten Something.—"I say, cop'n," said a little-eyed man as he landed from the steamboat at Natchez—"I say, this 'ere ain't all." That's all the baggage we brought on board, sir," replied the captain. "Well, see now, it's according to list—four boxes, three chests, two ban' boxes, portmanty, two hams (one part cut), three ropes onions, and a tea-kettle; but I'm dubersum. I feel there's something short, though I've counted 'em nine times, and never took my eyes off on'em while on board; there's something not right somehow." "Well, stranger, the time's up. There's all I know of; so bring up your 'wife and five children out of the cabin, and we're off." "Them's um! darn it—them's um!" he exclaimed. "I knowed I'd forgotten something." bbox=[20, 1053, 222, 1163]
drop-cap: P bbox=[449, 1254, 464, 1284]
musician-item: A musician at Huddersfield has been sentenced to eighteen months' imprisonment for various little domestic offences, including the performance of the "Dead March in Saul" over his wife during a severe illness. bbox=[235, 236, 436, 273]
divider bbox=[703, 323, 830, 324]
timber-stock: A large stock of Building Timber will be kept constantly on hand of all qualities and sizes at the Wharf, Ngaruawahia, by bbox=[667, 241, 866, 265]
up-river-line: Ngaruawahia to Hamilton — Tuesday, at 6 a.m. bbox=[879, 181, 1036, 191]
schnapps-subheading: Wolfe's Aromatic Schiedam Schnapps, bbox=[501, 45, 614, 55]
freight-rate: ,, Hamilton or Whata Whata ... 27 6 bbox=[879, 407, 988, 417]
kiwi-price: Crushing Maize, per bushel of 60 lbs ... 0 0 9 bbox=[667, 471, 805, 481]
ratepayer-name: J. H. Smith bbox=[509, 942, 544, 952]
maxim-english: "Gentle in manner, but firm in purpose." bbox=[59, 733, 183, 743]
kiwi-price: Crushing Oats, per bushel of 40 lbs ... 0 0 8 bbox=[667, 460, 800, 470]
central-hotel-place: Ngaruawahia. bbox=[530, 1145, 573, 1154]
notice-heading: NOTICE. bbox=[745, 1159, 788, 1170]
mill-price: Wheat Meal ,, ... 18 10 0 bbox=[879, 976, 955, 986]
up-river-line: Ngaruawahia to Cambridge—Tuesday, at 6 a.m. bbox=[879, 198, 1037, 208]
drop-cap: G bbox=[667, 1234, 686, 1264]
medical-hints-heading: MEDICAL HINTS FOR COUNTRY SETTLERS. bbox=[41, 203, 201, 223]
drop-cap: B bbox=[667, 702, 685, 732]
new-york-article: The misgovernment of New York appears to be as great in sanitary as in other matters. The New York Times, in an article on this subject, calls attention to the fact that, while in London in the first quarter of the present year the death-rate was twenty-four per thousand of the population, and while at the same time it was only twenty-three per thousand in Paris, it was as high as thirty-two per thousand in New York. That is to say, the chances of life appear to be almost one-third less in New York than in either London or Paris. Berlin was the only important European city in which the rate of mortality was as high as in New York; but Berlin was suffering from an exceedingly fatal visitation of small-pox. The death-rate of New York, in fact, during the first three months of the year was actually greater than that of either Bombay or Calcutta, and was but slightly less than that of Madras. In London, with a population of 3,250,000, the number of deaths by violence during the first quarter of the year are set down at 658. In New York, with a population of only 925,000, the weekly average deaths by violence during the same period is returned as 33, which for the whole three months would give about 429. In other words, taking the quarter as the standard for the year, eight persons in every 10,000 in London came to their deaths from violent causes in a year; in New York as many as 18 in every 10,000 are killed by violence of some kind or other in the course of twelve months.—Pall Mall Gazette. bbox=[235, 274, 436, 493]
freight-rate: Hamilton or Whata Whata ,, ... 20 0 bbox=[879, 468, 988, 478]
posts-rails: OSTS and RAILS FOR SALE. Delivered on any part of the river. bbox=[465, 1257, 654, 1277]
down-river-heading: DOWN RIVER. bbox=[951, 231, 1022, 242]
kiwi-price: Bran, per bushel of 20lbs ... 0 1 6 bbox=[667, 428, 769, 438]
hughes-body: EORGE HUGHES begs to intimate that the business lately conducted under the style of "Hughes and Thompson" will in future be carried on by him, and hopes that he will experience a continuance of the liberal support which has always been accorded to the late firm. bbox=[667, 1105, 866, 1151]
sleep-quote: "Sleep no more! bbox=[96, 989, 146, 999]
poundkeeper: Poundkeeper to the Cambridge Public Pound. bbox=[267, 1092, 404, 1102]
coal-rate: In kits ... 15s. bbox=[879, 737, 921, 747]
ratepayer-name: H. M. D. Pierson bbox=[509, 960, 561, 970]
